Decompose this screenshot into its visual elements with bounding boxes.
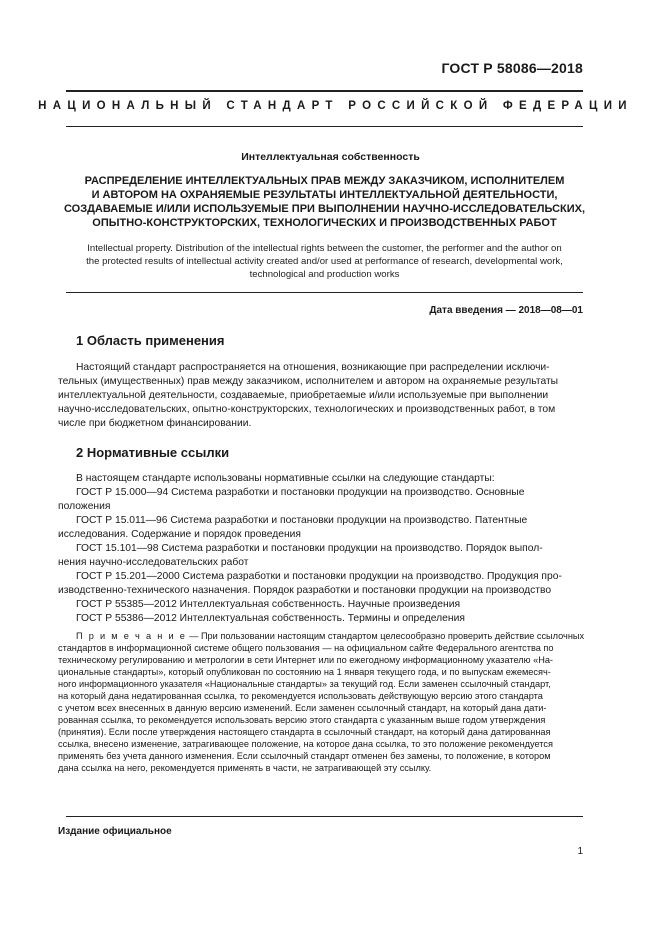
reference-line: ГОСТ Р 55386—2012 Интеллектуальная собственность. Термины и определения (76, 613, 465, 624)
section-1-heading: 1 Область применения (76, 333, 225, 348)
note-line: рованная ссылка, то рекомендуется использовать версию этого стандарта с указанным выше годом утверждения (58, 715, 546, 725)
note-line: на который дана недатированная ссылка, то рекомендуется использовать действующую версию этого стандарта (58, 691, 543, 701)
note-line: ссылка, внесено изменение, затрагивающее положение, на которое дана ссылка, то это положение рекомендуется (58, 739, 553, 749)
document-code: ГОСТ Р 58086—2018 (441, 60, 583, 76)
note-line: дана ссылка на него, рекомендуется применять в части, не затрагивающей эту ссылку. (58, 763, 432, 773)
note-line: применять без учета данного изменения. Если ссылочный стандарт отменен без замены, то положение, в котором (58, 751, 551, 761)
section-1-line: числе при бюджетном финансировании. (58, 418, 252, 429)
top-rule (66, 90, 583, 92)
reference-line: ГОСТ 15.101—98 Система разработки и постановки продукции на производство. Порядок выпол- (76, 543, 543, 554)
official-edition-label: Издание официальное (58, 826, 172, 837)
section-1-line: научно-исследовательских, опытно-конструкторских, технологических и производственных работ, в том (58, 404, 556, 415)
reference-line: изводственно-технического назначения. Порядок разработки и постановки продукции на производство (58, 585, 552, 596)
section-2-heading: 2 Нормативные ссылки (76, 445, 230, 460)
section-1-line: Настоящий стандарт распространяется на отношения, возникающие при распределении исключи- (76, 362, 550, 373)
english-title-line: technological and production works (249, 269, 400, 280)
title-line: ОПЫТНО-КОНСТРУКТОРСКИХ, ТЕХНОЛОГИЧЕСКИХ И ПРОИЗВОДСТВЕННЫХ РАБОТ (92, 217, 557, 229)
title-line: И АВТОРОМ НА ОХРАНЯЕМЫЕ РЕЗУЛЬТАТЫ ИНТЕЛЛЕКТУАЛЬНОЙ ДЕЯТЕЛЬНОСТИ, (91, 189, 558, 201)
note-line: техническому регулированию и метрологии в сети Интернет или по ежегодному информационному указателю «На- (58, 655, 553, 665)
document-title (60, 174, 589, 230)
footer-rule (66, 816, 583, 817)
reference-line: ГОСТ Р 55385—2012 Интеллектуальная собственность. Научные произведения (76, 599, 461, 610)
national-standard-banner: НАЦИОНАЛЬНЫЙ СТАНДАРТ РОССИЙСКОЙ ФЕДЕРАЦИИ (38, 100, 633, 112)
note-line: циональные стандарты», который опубликован по состоянию на 1 января текущего года, и по выпускам ежемесяч- (58, 667, 551, 677)
reference-line: исследования. Содержание и порядок проведения (58, 529, 301, 540)
note-line: стандартов в информационной системе общего пользования — на официальном сайте Федерального агентства по (58, 643, 554, 653)
banner-rule (66, 126, 583, 127)
note-line: ного информационного указателя «Национальные стандарты» за текущий год. Если заменен ссылочный стандарт, (58, 679, 551, 689)
english-title (60, 242, 589, 281)
note-first-line (58, 630, 583, 642)
reference-line: ГОСТ Р 15.000—94 Система разработки и постановки продукции на производство. Основные (76, 487, 525, 498)
note-block (58, 630, 583, 774)
title-line: СОЗДАВАЕМЫЕ И/ИЛИ ИСПОЛЬЗУЕМЫЕ ПРИ ВЫПОЛНЕНИИ НАУЧНО-ИССЛЕДОВАТЕЛЬСКИХ, (63, 203, 586, 215)
note-label: П р и м е ч а н и е (76, 631, 187, 641)
reference-line: нения научно-исследовательских работ (58, 557, 249, 568)
note-line: — При пользовании настоящим стандартом целесообразно проверить действие ссылочных (186, 631, 585, 641)
reference-line: ГОСТ Р 15.011—96 Система разработки и постановки продукции на производство. Патентные (76, 515, 528, 526)
introduction-date: Дата введения — 2018—08—01 (429, 305, 583, 316)
section-2-intro: В настоящем стандарте использованы нормативные ссылки на следующие стандарты: (76, 473, 495, 484)
note-line: с учетом всех внесенных в данную версию изменений. Если заменен ссылочный стандарт, на который дана дати- (58, 703, 547, 713)
subject-heading: Интеллектуальная собственность (241, 151, 420, 163)
english-title-line: Intellectual property. Distribution of the intellectual rights between the customer, the performer and the author on (87, 243, 562, 254)
reference-line: положения (58, 501, 111, 512)
section-1-line: интеллектуальной деятельности, создаваемые, приобретаемые и/или используемые при выполнении (58, 390, 549, 401)
title-line: РАСПРЕДЕЛЕНИЕ ИНТЕЛЛЕКТУАЛЬНЫХ ПРАВ МЕЖДУ ЗАКАЗЧИКОМ, ИСПОЛНИТЕЛЕМ (84, 175, 565, 187)
title-rule (66, 292, 583, 293)
page-number: 1 (577, 846, 583, 857)
note-line: (принятия). Если после утверждения настоящего стандарта в ссылочный стандарт, на который дана датированная (58, 727, 551, 737)
reference-line: ГОСТ Р 15.201—2000 Система разработки и постановки продукции на производство. Продукция про- (76, 571, 562, 582)
section-1-line: тельных (имущественных) прав между заказчиком, исполнителем и автором на охраняемые результаты (58, 376, 559, 387)
english-title-line: the protected results of intellectual activity created and/or used at performance of research, developmental work, (86, 256, 563, 267)
